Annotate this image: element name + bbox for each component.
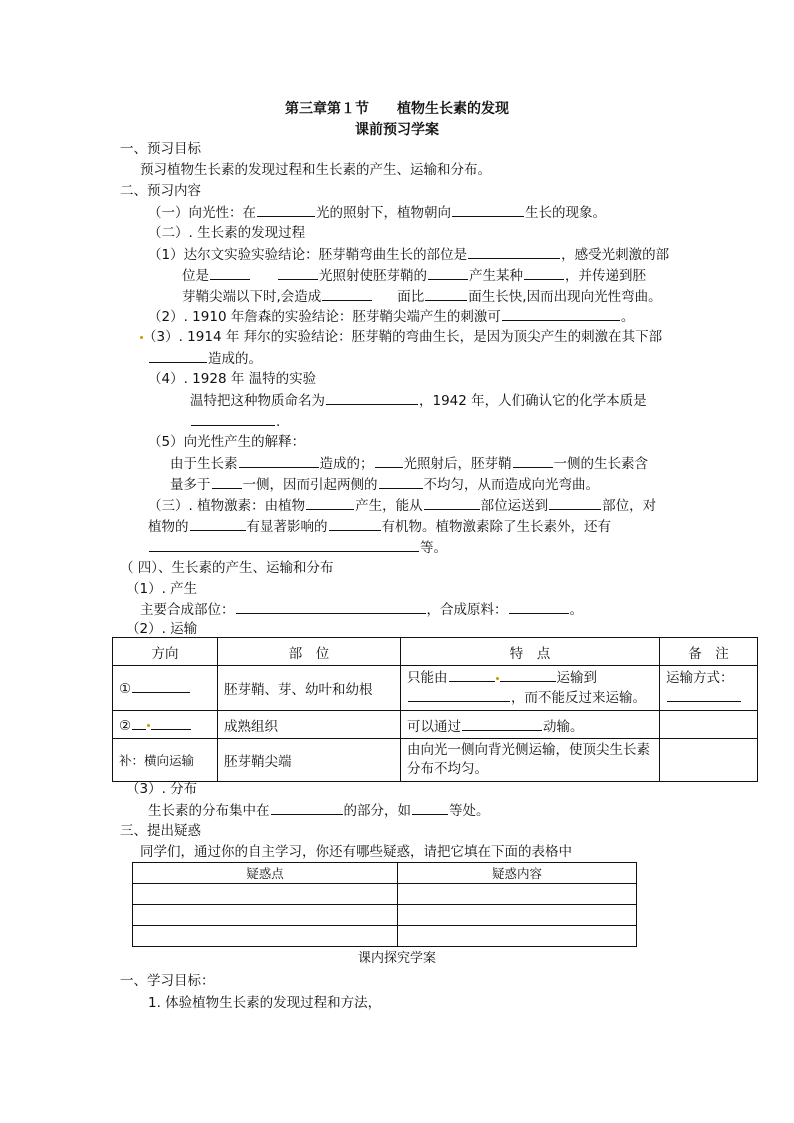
blank[interactable] [132,716,146,730]
part2-heading: 一、学习目标： [120,973,215,989]
page-subtitle: 课前预习学案 [355,122,439,138]
blank[interactable] [322,287,372,301]
input-cell[interactable] [398,884,637,905]
explanation-heading: （5）向光性产生的解释： [148,434,306,450]
went-line: 温特把这种物质命名为 ，1942 年，人们确认它的化学本质是 [190,393,647,409]
blank[interactable] [191,412,275,426]
blank[interactable] [428,266,468,280]
production-line: 主要合成部位： ，合成原料： 。 [140,602,583,618]
cell-remark [660,739,758,782]
blank[interactable] [509,600,569,614]
input-cell[interactable] [133,884,398,905]
cell-direction: ① [113,666,218,711]
blank[interactable] [462,717,542,731]
paal-line-2: 造成的。 [148,349,262,368]
header-remark: 备 注 [660,638,758,666]
cell-location: 成熟组织 [218,711,401,739]
cell-feature: 只能由 运输到 ，而不能反过来运输。 [401,666,660,711]
blank[interactable] [210,266,250,280]
transport-heading: （2）. 运输 [126,621,198,637]
page-title: 第三章第１节 植物生长素的发现 [285,101,509,117]
header-feature: 特 点 [401,638,660,666]
hormone-line-3: 等。 [148,538,447,557]
darwin-line-2: 位是 光照射使胚芽鞘的 产生某种 ，并传递到胚 [182,268,646,284]
cell-direction: 补：横向运输 [113,739,218,782]
header-location: 部 位 [218,638,401,666]
darwin-line-3: 芽鞘尖端以下时,会造成 面比 面生长快,因而出现向光性弯曲。 [182,289,662,305]
section-heading-questions: 三、提出疑惑 [120,823,201,839]
blank[interactable] [513,454,553,468]
blank[interactable] [278,266,318,280]
part2-title: 课内探究学案 [357,951,436,966]
blank[interactable] [524,266,564,280]
blank[interactable] [151,716,191,730]
hormone-line-2: 植物的 有显著影响的 有机物。植物激素除了生长素外，还有 [148,519,611,535]
questions-table [132,862,637,947]
blank[interactable] [329,517,381,531]
table-row [133,884,637,905]
input-cell[interactable] [398,926,637,947]
blank[interactable] [212,475,242,489]
discovery-heading: （二）. 生长素的发现过程 [148,225,306,241]
blank[interactable] [271,801,343,815]
goal-text: 预习植物生长素的发现过程和生长素的产生、运输和分布。 [140,162,491,178]
blank[interactable] [236,600,426,614]
table-header-row [133,863,637,884]
blank[interactable] [149,538,419,552]
mark-dot [147,724,150,727]
blank[interactable] [424,496,480,510]
section-heading-content: 二、预习内容 [120,183,201,199]
input-cell[interactable] [398,905,637,926]
table-row [113,666,758,711]
cell-location: 胚芽鞘尖端 [218,739,401,782]
input-cell[interactable] [133,926,398,947]
blank[interactable] [549,496,601,510]
blank[interactable] [452,203,524,217]
distribution-heading: （3）. 分布 [126,781,198,797]
blank[interactable] [326,391,418,405]
explanation-line-1: 由于生长素 造成的； 光照射后，胚芽鞘 一侧的生长素含 [170,456,648,472]
questions-text: 同学们，通过你的自主学习，你还有哪些疑惑，请把它填在下面的表格中 [140,844,572,860]
cell-location: 胚芽鞘、芽、幼叶和幼根 [218,666,401,711]
blank[interactable] [132,679,190,693]
section-heading-goal: 一、预习目标 [120,141,201,157]
hormone-line-1: （三）. 植物激素：由植物 产生，能从 部位运送到 部位，对 [148,498,657,514]
blank[interactable] [257,203,315,217]
blank[interactable] [502,307,620,321]
went-heading: （4）. 1928 年 温特的实验 [148,371,317,387]
header-question-content: 疑惑内容 [398,863,637,884]
darwin-line-1: （1）达尔文实验实验结论：胚芽鞘弯曲生长的部位是 ，感受光刺激的部 [148,247,670,263]
blank[interactable] [449,668,495,682]
transport-table [112,637,758,782]
blank[interactable] [412,801,448,815]
blank[interactable] [667,688,741,702]
blank[interactable] [149,349,207,363]
blank[interactable] [408,688,510,702]
header-direction: 方向 [113,638,218,666]
blank[interactable] [379,475,423,489]
table-row [133,905,637,926]
distribution-line: 生长素的分布集中在 的部分，如 等处。 [148,803,490,819]
table-header-row [113,638,758,666]
blank[interactable] [306,496,354,510]
cell-direction: ② [113,711,218,739]
cell-remark: 运输方式： [660,666,758,711]
blank[interactable] [190,517,246,531]
input-cell[interactable] [133,905,398,926]
blank[interactable] [375,454,403,468]
phototropism-line: （一）向光性：在 光的照射下，植物朝向 生长的现象。 [148,205,606,221]
jensen-line: （2）. 1910 年詹森的实验结论：胚芽鞘尖端产生的刺激可 。 [148,309,635,325]
blank[interactable] [500,668,556,682]
blank[interactable] [239,454,319,468]
explanation-line-2: 量多于 一侧，因而引起两侧的 不均匀，从而造成向光弯曲。 [170,477,599,493]
cell-feature: 由向光一侧向背光侧运输，使顶尖生长素分布不均匀。 [401,739,660,782]
section-heading-transport: （ 四）、生长素的产生、运输和分布 [120,560,334,576]
mark-dot [496,677,499,680]
table-row [113,711,758,739]
part2-item-1: 1. 体验植物生长素的发现过程和方法， [148,995,382,1011]
cell-feature: 可以通过 动输。 [401,711,660,739]
table-row [133,926,637,947]
cell-remark [660,711,758,739]
production-heading: （1）. 产生 [126,581,198,597]
header-question-point: 疑惑点 [133,863,398,884]
went-answer: . [190,412,280,431]
blank[interactable] [468,245,560,259]
paal-line-1: （3）. 1914 年 拜尔的实验结论：胚芽鞘的弯曲生长，是因为顶尖产生的刺激在其下部 [140,328,662,346]
table-row [113,739,758,782]
blank[interactable] [425,287,467,301]
